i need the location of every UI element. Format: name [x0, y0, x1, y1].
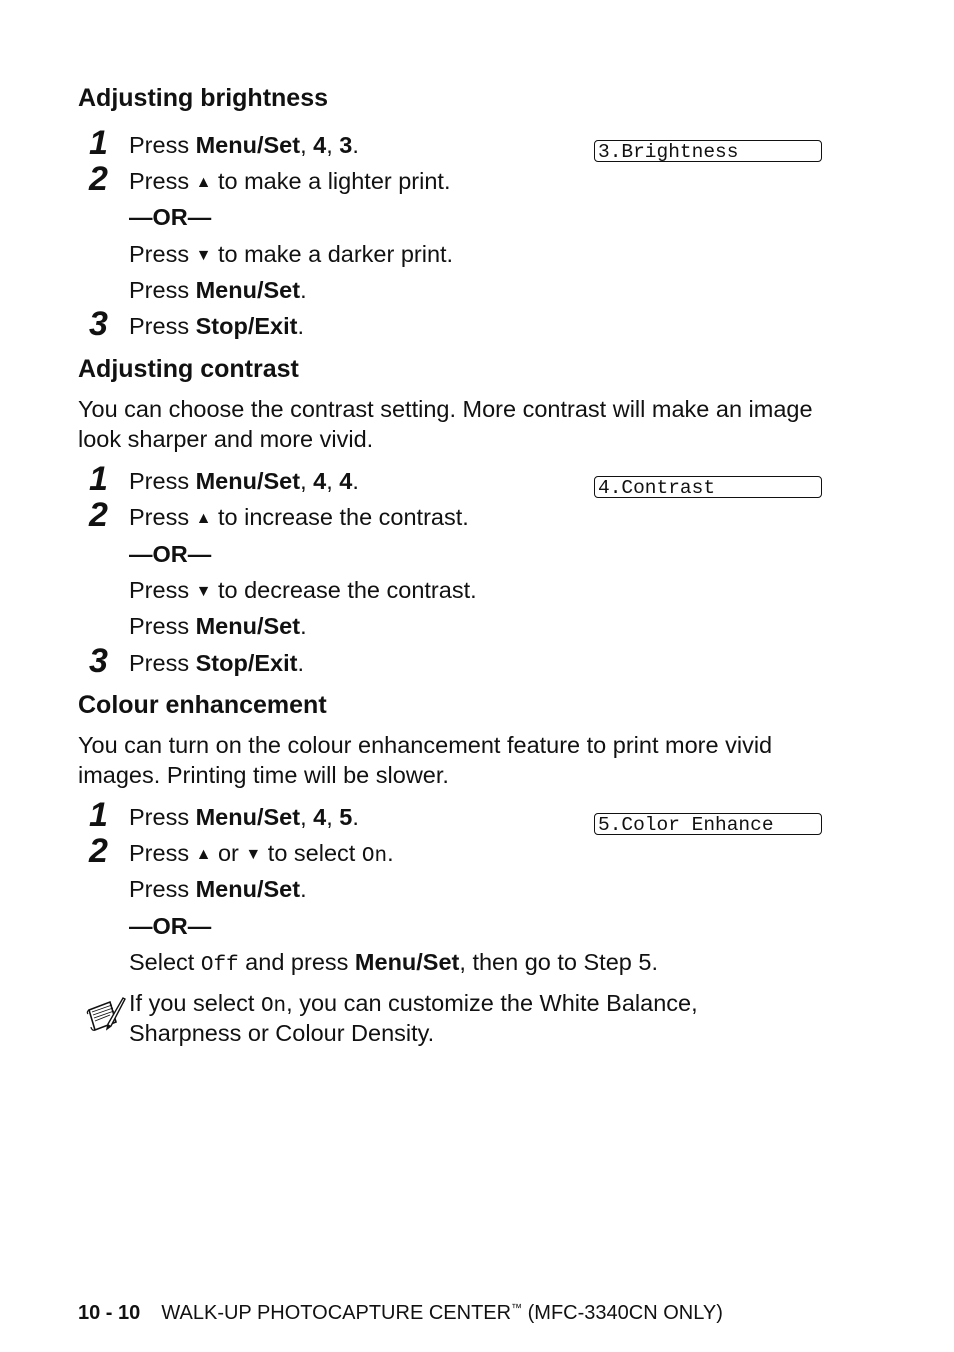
lcd-display: 3.Brightness	[594, 140, 822, 162]
select-off-text: Select Off and press Menu/Set, then go to Step 5.	[129, 949, 658, 977]
down-arrow-icon: ▼	[245, 846, 262, 863]
note-pencil-icon	[86, 996, 126, 1036]
contrast-intro: You can choose the contrast setting. More contrast will make an image look sharper and more vivid.	[78, 396, 813, 452]
heading-adjusting-contrast: Adjusting contrast	[78, 355, 299, 383]
page-number: 10 - 10	[78, 1302, 141, 1324]
up-arrow-icon: ▲	[195, 846, 212, 863]
lcd-display: 5.Color Enhance	[594, 813, 822, 835]
colour-enhancement-intro: You can turn on the colour enhancement feature to print more vivid images. Printing time will be slower.	[78, 732, 773, 788]
down-arrow-icon: ▼	[195, 583, 212, 600]
step-1-text: Press Menu/Set, 4, 4.	[129, 468, 359, 494]
step-number: 2	[89, 160, 108, 198]
step-number: 2	[89, 832, 108, 870]
footer-title: WALK-UP PHOTOCAPTURE CENTER	[161, 1302, 512, 1324]
step-2-down-text: Press ▼ to decrease the contrast.	[129, 577, 477, 603]
step-number: 2	[89, 496, 108, 534]
step-number: 3	[89, 305, 108, 343]
up-arrow-icon: ▲	[195, 510, 212, 527]
step-1-text: Press Menu/Set, 4, 3.	[129, 132, 359, 158]
press-menu-set-text: Press Menu/Set.	[129, 876, 307, 902]
up-arrow-icon: ▲	[195, 174, 212, 191]
step-1-text: Press Menu/Set, 4, 5.	[129, 804, 359, 830]
press-menu-set-text: Press Menu/Set.	[129, 613, 307, 639]
step-3-text: Press Stop/Exit.	[129, 313, 304, 339]
page-footer	[78, 1302, 723, 1325]
step-number: 3	[89, 642, 108, 680]
note-line-2: Sharpness or Colour Density.	[129, 1020, 435, 1046]
heading-colour-enhancement: Colour enhancement	[78, 691, 327, 719]
heading-adjusting-brightness: Adjusting brightness	[78, 84, 328, 112]
lcd-display: 4.Contrast	[594, 476, 822, 498]
step-3-text: Press Stop/Exit.	[129, 650, 304, 676]
step-number: 1	[89, 796, 108, 834]
note-line-1: If you select On, you can customize the White Balance,	[129, 990, 698, 1018]
step-number: 1	[89, 124, 108, 162]
step-2-up-text: Press ▲ to make a lighter print.	[129, 168, 451, 194]
step-number: 1	[89, 460, 108, 498]
trademark-symbol: ™	[511, 1302, 523, 1315]
or-separator: —OR—	[129, 913, 212, 939]
step-2-down-text: Press ▼ to make a darker print.	[129, 241, 454, 267]
down-arrow-icon: ▼	[195, 247, 212, 264]
footer-model: (MFC-3340CN ONLY)	[522, 1302, 723, 1324]
step-2-select-text: Press ▲ or ▼ to select On.	[129, 840, 394, 868]
press-menu-set-text: Press Menu/Set.	[129, 277, 307, 303]
step-2-up-text: Press ▲ to increase the contrast.	[129, 504, 469, 530]
or-separator: —OR—	[129, 541, 212, 567]
or-separator: —OR—	[129, 204, 212, 230]
